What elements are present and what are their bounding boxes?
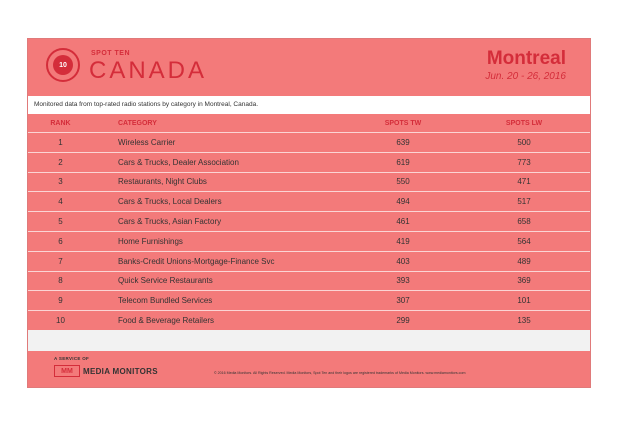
table-row xyxy=(28,251,590,271)
table-row xyxy=(28,231,590,251)
table-row xyxy=(28,290,590,310)
table-header xyxy=(28,114,590,132)
spots-tw-cell: 494 xyxy=(396,197,410,207)
col-category-header: CATEGORY xyxy=(118,119,157,127)
category-cell: Telecom Bundled Services xyxy=(118,296,213,306)
brand-title: CANADA xyxy=(89,57,208,84)
table-row xyxy=(28,271,590,291)
col-spots-lw-header: SPOTS LW xyxy=(505,119,543,127)
spots-lw-cell: 517 xyxy=(517,197,531,207)
table-row xyxy=(28,310,590,330)
rank-cell: 9 xyxy=(58,296,63,306)
category-cell: Cars & Trucks, Asian Factory xyxy=(118,217,222,227)
category-cell: Restaurants, Night Clubs xyxy=(118,177,207,187)
spots-lw-cell: 135 xyxy=(517,316,531,326)
spots-lw-cell: 658 xyxy=(517,217,531,227)
date-range: Jun. 20 - 26, 2016 xyxy=(485,71,566,82)
table-row xyxy=(28,191,590,211)
rank-cell: 8 xyxy=(58,276,63,286)
city-title: Montreal xyxy=(486,48,566,69)
spots-lw-cell: 369 xyxy=(517,276,531,286)
spots-tw-cell: 393 xyxy=(396,276,410,286)
media-monitors-text: MEDIA MONITORS xyxy=(83,366,158,376)
report-card xyxy=(27,38,591,388)
category-cell: Cars & Trucks, Dealer Association xyxy=(118,157,239,167)
category-cell: Quick Service Restaurants xyxy=(118,276,213,286)
spots-tw-cell: 299 xyxy=(396,316,410,326)
spot-ten-logo-icon xyxy=(46,48,80,82)
rank-cell: 2 xyxy=(58,157,63,167)
category-cell: Food & Beverage Retailers xyxy=(118,316,215,326)
category-cell: Banks-Credit Unions-Mortgage-Finance Svc xyxy=(118,256,275,266)
spots-lw-cell: 500 xyxy=(517,137,531,147)
rank-cell: 1 xyxy=(58,137,63,147)
media-monitors-logo xyxy=(54,365,158,377)
header xyxy=(28,39,590,96)
spots-lw-cell: 773 xyxy=(517,157,531,167)
spots-tw-cell: 307 xyxy=(396,296,410,306)
rank-cell: 10 xyxy=(56,316,65,326)
category-cell: Wireless Carrier xyxy=(118,137,176,147)
ranking-table xyxy=(28,114,590,330)
spots-tw-cell: 461 xyxy=(396,217,410,227)
rank-cell: 3 xyxy=(58,177,63,187)
service-label: A SERVICE OF xyxy=(54,356,90,361)
spots-lw-cell: 471 xyxy=(517,177,531,187)
brand-small: SPOT TEN xyxy=(91,50,131,57)
logo-number: 10 xyxy=(53,55,73,75)
spots-lw-cell: 489 xyxy=(517,256,531,266)
rank-cell: 5 xyxy=(58,217,63,227)
spots-tw-cell: 419 xyxy=(396,236,410,246)
rank-cell: 4 xyxy=(58,197,63,207)
copyright-text: © 2016 Media Monitors. All Rights Reserved. Media Monitors, Spot Ten and their logos are registered trademarks of Media Monitors. www.mediamonitors.com xyxy=(214,371,466,375)
media-monitors-logo-icon: MM xyxy=(54,365,80,377)
category-cell: Cars & Trucks, Local Dealers xyxy=(118,197,222,207)
col-rank-header: RANK xyxy=(50,119,71,127)
rank-cell: 6 xyxy=(58,236,63,246)
spots-lw-cell: 101 xyxy=(517,296,531,306)
table-row xyxy=(28,132,590,152)
spots-tw-cell: 550 xyxy=(396,177,410,187)
table-row xyxy=(28,172,590,192)
footer xyxy=(28,351,590,387)
table-row xyxy=(28,211,590,231)
category-cell: Home Furnishings xyxy=(118,236,183,246)
col-spots-tw-header: SPOTS TW xyxy=(384,119,422,127)
rank-cell: 7 xyxy=(58,256,63,266)
spots-lw-cell: 564 xyxy=(517,236,531,246)
spots-tw-cell: 403 xyxy=(396,256,410,266)
spots-tw-cell: 619 xyxy=(396,157,410,167)
table-row xyxy=(28,152,590,172)
spots-tw-cell: 639 xyxy=(396,137,410,147)
subheader-text: Monitored data from top-rated radio stations by category in Montreal, Canada. xyxy=(28,96,590,114)
